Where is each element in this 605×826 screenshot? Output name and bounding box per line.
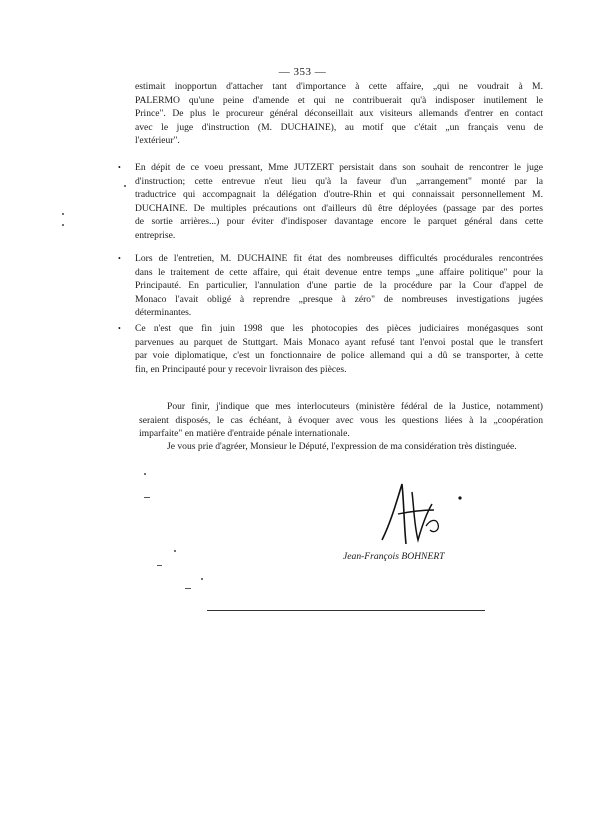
text-line: par voie diplomatique, c'est un fonctionnaire de police allemand qui a dû se transporter, à cette bbox=[135, 350, 543, 362]
text-line: Je vous prie d'agréer, Monsieur le Député, l'expression de ma considération très distinguée. bbox=[167, 441, 517, 452]
text-line: dans le traitement de cette affaire, qui était devenue entre temps „une affaire politique" pour la bbox=[135, 266, 543, 278]
text-line: estimait inopportun d'attacher tant d'importance à cette affaire, „qui ne voudrait à M. bbox=[135, 81, 543, 92]
bullet-marker: • bbox=[118, 163, 121, 172]
scan-speck bbox=[62, 213, 64, 215]
text-line: Pour finir, j'indique que mes interlocuteurs (ministère fédéral de la Justice, notamment) bbox=[167, 401, 543, 412]
text-line: seraient disposés, le cas échéant, à évoquer avec vous les questions liées à la „coopération bbox=[139, 414, 543, 426]
scan-speck bbox=[144, 473, 146, 475]
text-line: parvenues au parquet de Stuttgart. Mais Monaco ayant refusé tant l'envoi postal que le transfert bbox=[135, 336, 543, 348]
scan-dash bbox=[185, 588, 191, 589]
scan-dash bbox=[144, 497, 150, 498]
scan-speck bbox=[62, 224, 64, 226]
text-line: traductrice qui accompagnait la délégation d'outre-Rhin et qui connaissait personnellement M. bbox=[135, 189, 543, 201]
text-line: avec le juge d'instruction (M. DUCHAINE), au motif que c'était „un français venu de bbox=[135, 121, 543, 133]
page-number: — 353 — bbox=[278, 66, 327, 78]
bullet-paragraph-meeting bbox=[135, 161, 543, 243]
text-line: l'extérieur". bbox=[135, 135, 180, 147]
bullet-marker: • bbox=[118, 254, 121, 263]
text-line: Prince". De plus le procureur général déconseillait aux visiteurs allemands d'entrer en contact bbox=[135, 108, 543, 120]
scan-speck bbox=[124, 185, 126, 187]
bullet-paragraph-interview bbox=[135, 252, 543, 320]
bullet-paragraph-photocopies bbox=[135, 322, 543, 376]
footer-rule bbox=[207, 610, 485, 611]
text-line: En dépit de ce voeu pressant, Mme JUTZERT persistait dans son souhait de rencontrer le juge bbox=[135, 162, 543, 173]
paragraph-salutation bbox=[139, 440, 543, 454]
text-line: de sortie arrières...) pour éviter d'indisposer davantage encore le parquet général dans cette bbox=[135, 216, 543, 228]
text-line: imparfaite" en matière d'entraide pénale internationale. bbox=[139, 428, 350, 440]
text-line: DUCHAINE. De multiples précautions ont d'ailleurs dû être déployées (passage par des portes bbox=[135, 202, 543, 214]
text-line: déterminantes. bbox=[135, 307, 192, 319]
text-line: Ce n'est que fin juin 1998 que les photocopies des pièces judiciaires monégasques sont bbox=[135, 323, 543, 334]
scan-speck bbox=[174, 550, 176, 552]
text-line: entreprise. bbox=[135, 229, 176, 241]
scan-dash bbox=[157, 565, 162, 566]
text-line: fin, en Principauté pour y recevoir livraison des pièces. bbox=[135, 363, 347, 375]
text-line: Lors de l'entretien, M. DUCHAINE fit état des nombreuses difficultés procédurales rencontrées bbox=[135, 253, 543, 264]
handwritten-signature bbox=[368, 474, 478, 554]
text-line: Principauté. En particulier, l'annulation d'une partie de la procédure par la Cour d'appel de bbox=[135, 280, 543, 292]
text-line: d'instruction; cette entrevue n'eut lieu qu'à la faveur d'un „arrangement" monté par la bbox=[135, 175, 543, 187]
text-line: PALERMO qu'une peine d'amende et qui ne contribuerait qu'à indisposer inutilement le bbox=[135, 94, 543, 106]
scan-speck bbox=[201, 578, 203, 580]
text-line: Monaco l'avait obligé à reprendre „presque à zéro" de nombreuses investigations jugées bbox=[135, 293, 543, 305]
signer-name: Jean-François BOHNERT bbox=[343, 551, 445, 562]
bullet-marker: • bbox=[118, 324, 121, 333]
paragraph-closing bbox=[139, 400, 543, 441]
paragraph-continuation bbox=[135, 80, 543, 148]
